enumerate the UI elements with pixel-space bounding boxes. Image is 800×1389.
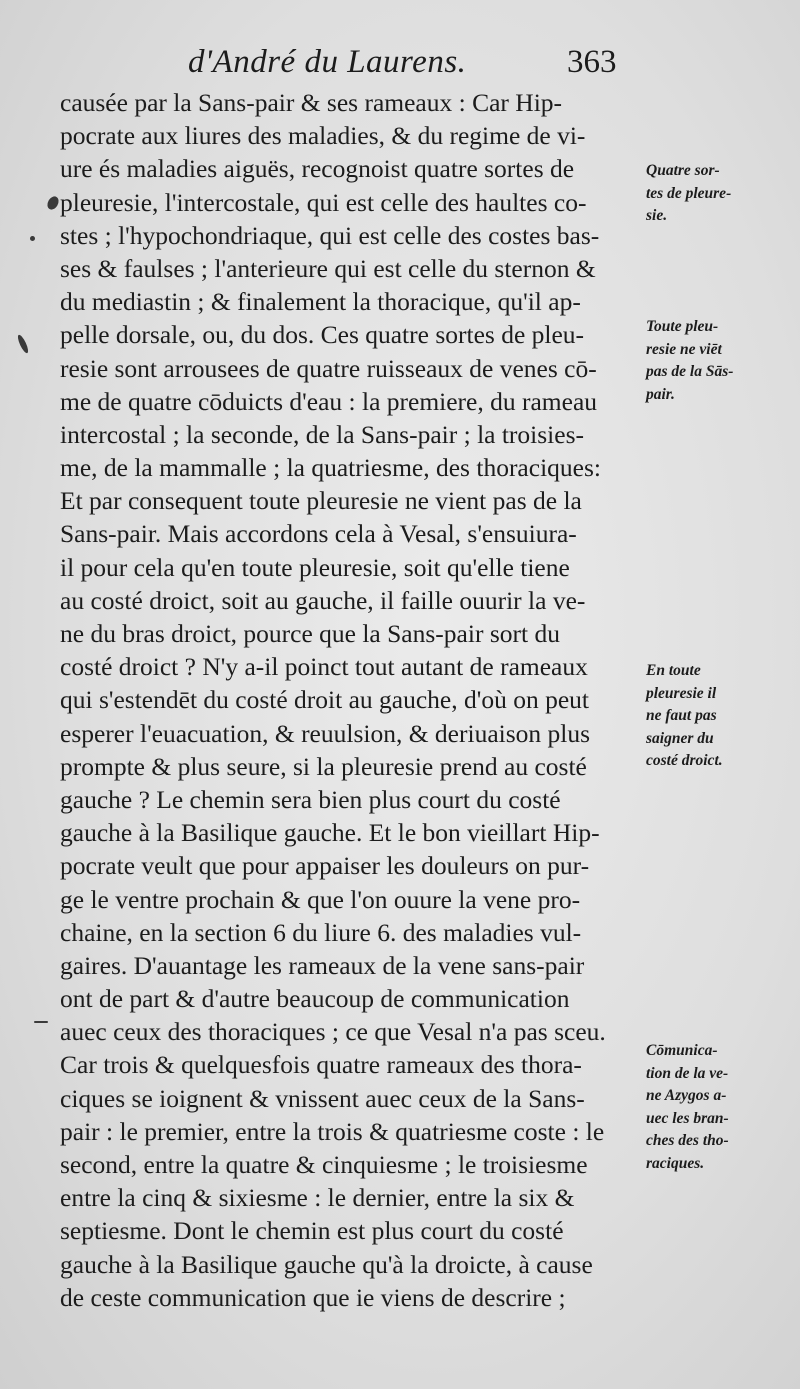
ink-blot (45, 194, 61, 211)
text-line: septiesme. Dont le chemin est plus court du costé (60, 1216, 564, 1246)
margin-note-saigner (646, 660, 796, 773)
margin-note-line: pair. (646, 385, 675, 403)
margin-note-communication (646, 1040, 796, 1175)
text-line: auec ceux des thoraciques ; ce que Vesal n'a pas sceu. (60, 1017, 606, 1047)
text-line: me, de la mammalle ; la quatriesme, des thoraciques: (60, 453, 601, 483)
margin-note-line: tion de la ve- (646, 1064, 729, 1082)
margin-note-line: Toute pleu- (646, 318, 719, 335)
margin-note-line: Quatre sor- (646, 162, 720, 179)
margin-note-line: raciques. (646, 1154, 705, 1172)
text-line: chaine, en la section 6 du liure 6. des maladies vul- (60, 917, 582, 947)
text-line: il pour cela qu'en toute pleuresie, soit qu'elle tiene (60, 552, 570, 582)
text-line: Et par consequent toute pleuresie ne vient pas de la (60, 486, 582, 516)
margin-note-line: saigner du (646, 729, 714, 747)
margin-note-line: En toute (646, 662, 701, 679)
text-line: causée par la Sans-pair & ses rameaux : Car Hip- (60, 88, 563, 117)
text-line: ont de part & d'autre beaucoup de communication (60, 984, 570, 1014)
text-line: prompte & plus seure, si la pleuresie prend au costé (60, 751, 587, 781)
text-line: ge le ventre prochain & que l'on ouure la vene pro- (60, 884, 581, 914)
text-line: qui s'estendēt du costé droit au gauche, d'où on peut (60, 685, 589, 715)
text-line: pocrate veult que pour appaiser les douleurs on pur- (60, 851, 590, 881)
text-line: costé droict ? N'y a-il poinct tout autant de rameaux (60, 652, 588, 682)
text-line: ne du bras droict, pource que la Sans-pair sort du (60, 619, 560, 648)
margin-note-toute-pleuresie (646, 316, 796, 406)
text-line: resie sont arrousees de quatre ruisseaux de venes cō- (60, 353, 597, 383)
margin-note-quatre-sortes (646, 160, 796, 228)
text-line: au costé droict, soit au gauche, il faille ouurir la ve- (60, 585, 586, 615)
page-number: 363 (567, 44, 617, 80)
margin-note-line: sie. (646, 207, 668, 224)
running-head: d'André du Laurens. (188, 44, 467, 80)
text-line: gauche à la Basilique gauche qu'à la droicte, à cause (60, 1249, 593, 1279)
margin-note-line: pleuresie il (646, 684, 717, 702)
margin-note-line: ne Azygos a- (646, 1087, 727, 1104)
text-line: du mediastin ; & finalement la thoracique, qu'il ap- (60, 287, 581, 317)
ink-dash (34, 1021, 48, 1023)
text-line: pelle dorsale, ou, du dos. Ces quatre sortes de pleu- (60, 320, 585, 350)
page-header (0, 44, 800, 84)
text-line: gauche ? Le chemin sera bien plus court du costé (60, 784, 561, 814)
text-line: stes ; l'hypochondriaque, qui est celle des costes bas- (60, 220, 600, 250)
ink-stroke (16, 334, 30, 355)
text-line: esperer l'euacuation, & reuulsion, & deriuaison plus (60, 718, 591, 748)
ink-speck (30, 236, 35, 241)
margin-note-line: ches des tho- (646, 1132, 729, 1149)
text-line: pocrate aux liures des maladies, & du regime de vi- (60, 121, 586, 151)
text-line: pair : le premier, entre la trois & quatriesme coste : le (60, 1116, 605, 1146)
body-text (60, 86, 650, 1314)
text-line: de ceste communication que ie viens de descrire ; (60, 1282, 566, 1312)
text-line: me de quatre cōduicts d'eau : la premiere, du rameau (60, 386, 598, 416)
text-line: gauche à la Basilique gauche. Et le bon vieillart Hip- (60, 818, 600, 848)
text-line: gaires. D'auantage les rameaux de la vene sans-pair (60, 950, 585, 980)
margin-note-line: pas de la Sās- (646, 363, 734, 380)
margin-note-line: uec les bran- (646, 1109, 729, 1127)
margin-note-line: tes de pleure- (646, 184, 732, 202)
margin-note-line: costé droict. (646, 752, 723, 769)
text-line: second, entre la quatre & cinquiesme ; le troisiesme (60, 1150, 588, 1179)
text-line: Sans-pair. Mais accordons cela à Vesal, s'ensuiura- (60, 519, 577, 549)
text-line: ses & faulses ; l'anterieure qui est celle du sternon & (60, 253, 596, 283)
text-line: pleuresie, l'intercostale, qui est celle des haultes co- (60, 187, 587, 217)
margin-note-line: Cōmunica- (646, 1042, 718, 1059)
text-line: intercostal ; la seconde, de la Sans-pair ; la troisies- (60, 419, 584, 449)
text-line: Car trois & quelquesfois quatre rameaux des thora- (60, 1050, 582, 1080)
margin-note-line: ne faut pas (646, 707, 717, 724)
text-line: entre la cinq & sixiesme : le dernier, entre la six & (60, 1183, 575, 1213)
margin-note-line: resie ne viēt (646, 340, 722, 358)
text-line: ciques se ioignent & vnissent auec ceux de la Sans- (60, 1083, 585, 1113)
text-line: ure és maladies aiguës, recognoist quatre sortes de (60, 154, 575, 184)
